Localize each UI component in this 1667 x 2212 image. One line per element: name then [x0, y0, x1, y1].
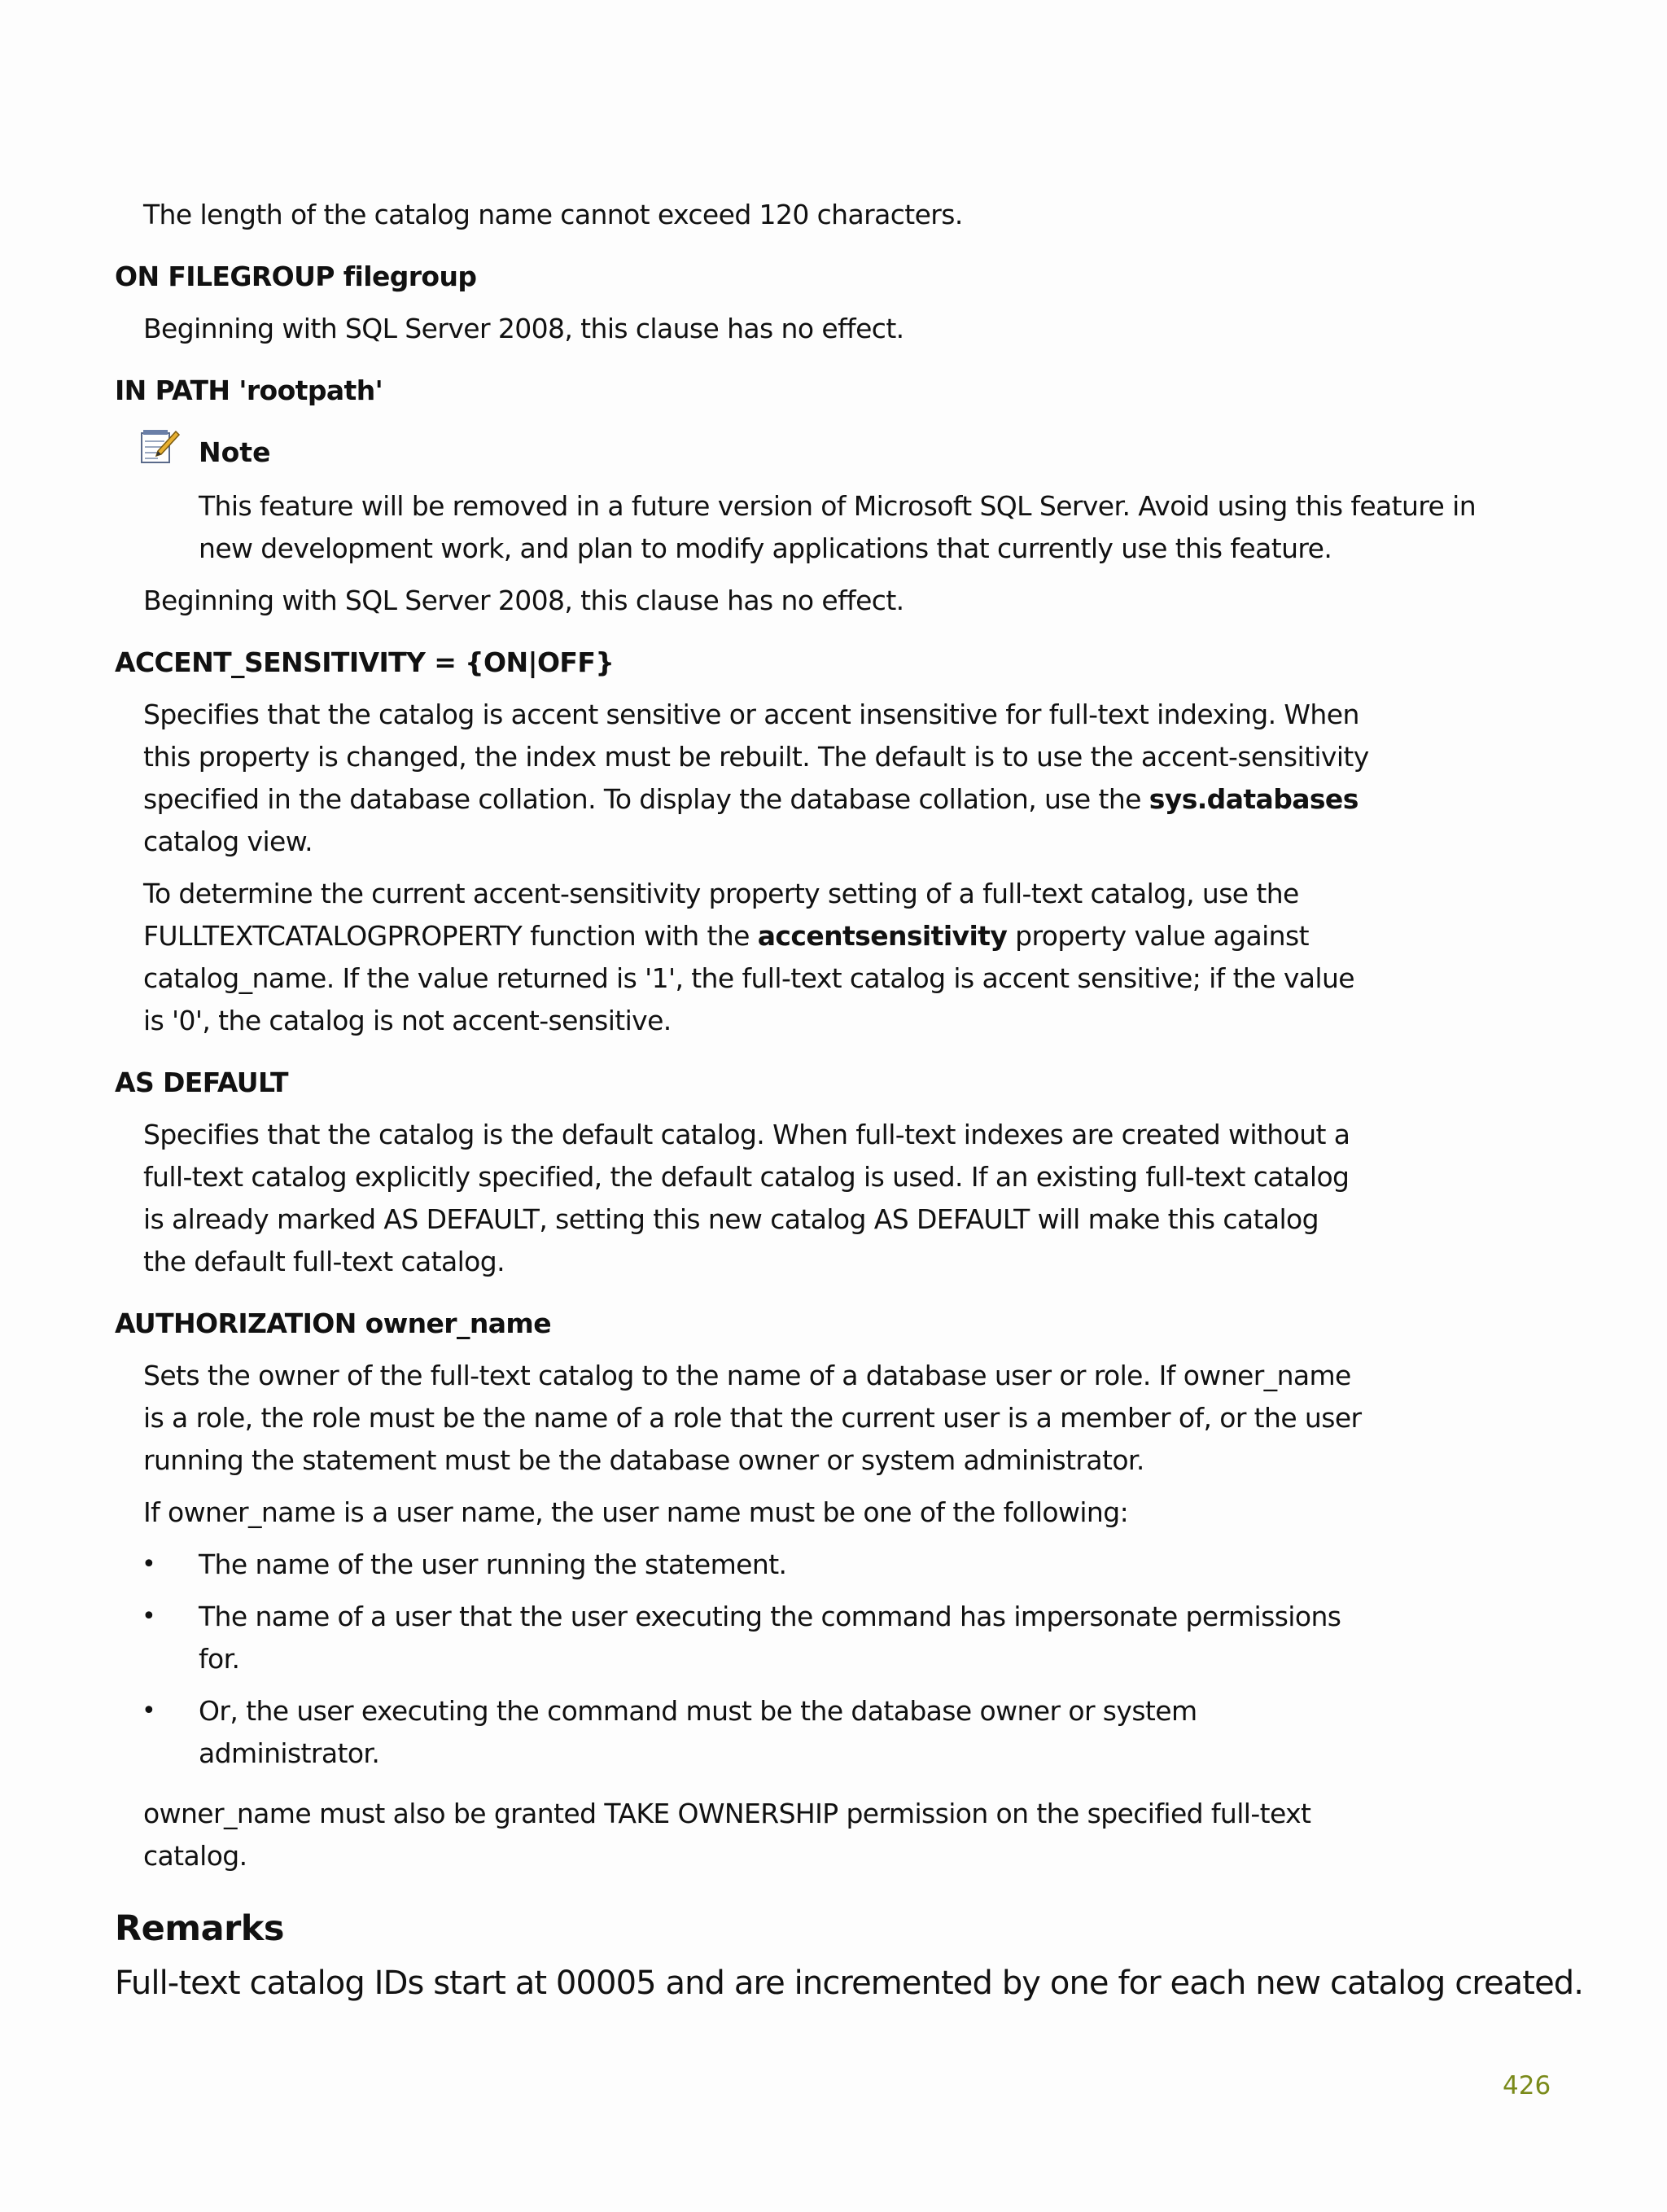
note-icon — [140, 428, 181, 466]
inpath-description: Beginning with SQL Server 2008, this clause has no effect. — [143, 585, 904, 616]
auth-text-line-2: is a role, the role must be the name of a role that the current user is a member of, or the user — [143, 1402, 1362, 1434]
auth-text-line-4: If owner_name is a user name, the user name must be one of the following: — [143, 1496, 1129, 1528]
auth-text-line-1: Sets the owner of the full-text catalog to the name of a database user or role. If owner_name — [143, 1360, 1351, 1391]
accent-text-line-6-part-a: FULLTEXTCATALOGPROPERTY function with the — [143, 920, 758, 952]
default-text-line-3: is already marked AS DEFAULT, setting this new catalog AS DEFAULT will make this catalog — [143, 1203, 1319, 1235]
accent-text-line-7: catalog_name. If the value returned is '1', the full-text catalog is accent sensitive; if the value — [143, 962, 1354, 994]
default-text-line-4: the default full-text catalog. — [143, 1246, 505, 1277]
page-number: 426 — [1503, 2071, 1551, 2100]
term-in-path: IN PATH 'rootpath' — [115, 375, 383, 406]
default-text-line-2: full-text catalog explicitly specified, the default catalog is used. If an existing full-text catalog — [143, 1161, 1350, 1193]
ownership-text-line-2: catalog. — [143, 1840, 247, 1872]
accent-text-line-6-part-c: property value against — [1007, 920, 1309, 952]
accent-text-line-2: this property is changed, the index must be rebuilt. The default is to use the accent-sensitivity — [143, 741, 1369, 773]
bullet-item-2-line-1: The name of a user that the user executing the command has impersonate permissions — [199, 1601, 1341, 1632]
bullet-item-3-line-2: administrator. — [199, 1737, 380, 1769]
accent-text-line-5: To determine the current accent-sensitivity property setting of a full-text catalog, use the — [143, 878, 1299, 909]
bullet-marker: • — [142, 1602, 156, 1631]
accent-text-line-4: catalog view. — [143, 826, 313, 857]
accent-text-line-3-part: specified in the database collation. To display the database collation, use the — [143, 783, 1149, 815]
bullet-item-2-line-2: for. — [199, 1643, 240, 1675]
term-accent-sensitivity: ACCENT_SENSITIVITY = {ON|OFF} — [115, 646, 615, 678]
sys-databases-term: sys.databases — [1149, 783, 1359, 815]
bullet-marker: • — [142, 1550, 156, 1579]
note-text-line-1: This feature will be removed in a future version of Microsoft SQL Server. Avoid using this feature in — [199, 490, 1477, 522]
accent-text-line-1: Specifies that the catalog is accent sensitive or accent insensitive for full-text indexing. When — [143, 699, 1359, 730]
accent-text-line-8: is '0', the catalog is not accent-sensitive. — [143, 1005, 672, 1036]
default-text-line-1: Specifies that the catalog is the default catalog. When full-text indexes are created without a — [143, 1119, 1350, 1150]
catalog-name-length-text: The length of the catalog name cannot exceed 120 characters. — [143, 199, 963, 230]
term-on-filegroup: ON FILEGROUP filegroup — [115, 261, 477, 292]
auth-text-line-3: running the statement must be the database owner or system administrator. — [143, 1444, 1144, 1476]
bullet-item-1: The name of the user running the statement. — [199, 1548, 787, 1580]
bullet-item-3-line-1: Or, the user executing the command must be the database owner or system — [199, 1695, 1197, 1727]
accentsensitivity-term: accentsensitivity — [757, 920, 1008, 952]
accent-text-line-6 — [143, 915, 1309, 957]
accent-text-line-3 — [143, 778, 1359, 821]
remarks-heading: Remarks — [115, 1908, 284, 1949]
note-text-line-2: new development work, and plan to modify applications that currently use this feature. — [199, 532, 1332, 564]
filegroup-description: Beginning with SQL Server 2008, this clause has no effect. — [143, 313, 904, 344]
bullet-marker: • — [142, 1697, 156, 1725]
term-as-default: AS DEFAULT — [115, 1067, 288, 1098]
ownership-text-line-1: owner_name must also be granted TAKE OWNERSHIP permission on the specified full-text — [143, 1798, 1311, 1829]
term-authorization: AUTHORIZATION owner_name — [115, 1307, 551, 1339]
note-title: Note — [199, 436, 271, 468]
remarks-text: Full-text catalog IDs start at 00005 and are incremented by one for each new catalog created. — [115, 1965, 1584, 2002]
